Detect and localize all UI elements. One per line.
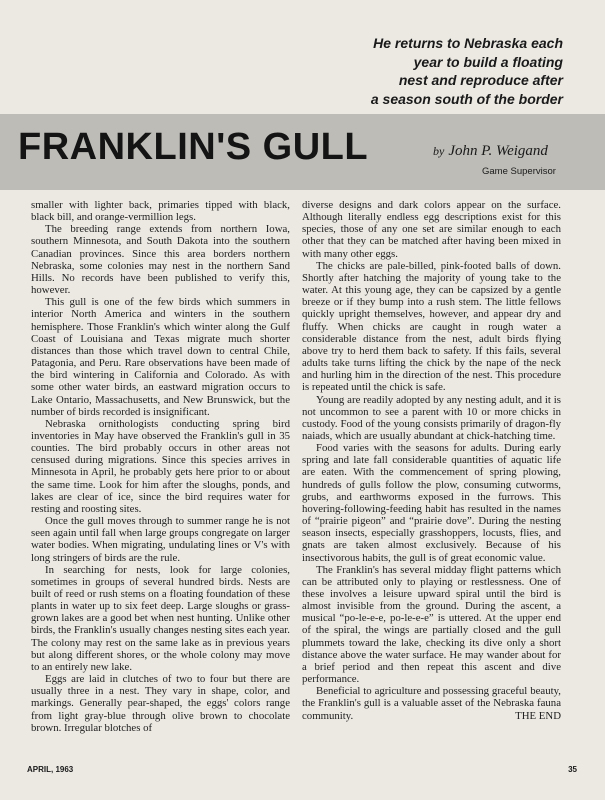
paragraph: The Franklin's has several midday flight patterns which can be attributed only to playing or restlessness. One of these involves a leisure upward spiral until the bird is almost invisible from the ground. During the ascent, a musical “po-le-e-e, po-le-e-e” is uttered. At the upper end of the spiral, the wings are partially closed and the gull plummets toward the lake, checking its dive only a short distance above the water surface. He may wander about for a brief period and then repeat this ascent and dive performance. xyxy=(302,563,561,686)
paragraph: Food varies with the seasons for adults. During early spring and late fall considerable quantities of aquatic life are eaten. With the commencement of spring plowing, hundreds of gulls follow the plow, consuming cutworms, grubs, and earthworms exposed in the furrows. This hovering-following-feeding habit has resulted in the names of “prairie pigeon” and “prairie dove”. During the nesting season insects, especially grasshoppers, locusts, flies, and gnats are taken almost exclusively. Because of his insectivorous habits, the gull is of great economic value. xyxy=(302,442,561,564)
the-end-marker: THE END xyxy=(515,709,561,722)
right-column xyxy=(302,199,561,722)
paragraph: Eggs are laid in clutches of two to four but there are usually three in a nest. They vary in shape, color, and markings. Generally pear-shaped, the eggs' colors range from light gray-blue through olive brown to chocolate brown. Irregular blotches of xyxy=(31,673,290,734)
paragraph: This gull is one of the few birds which summers in interior North America and winters in the southern hemisphere. Those Franklin's which winter along the Gulf Coast of Louisiana and Texas migrate much shorter distances than those which travel down to central Chile, Patagonia, and Peru. Rare observations have been made of the bird wintering in California and Colorado. As with some other water birds, an eastward migration occurs to Lake Ontario, Massachusetts, and New Brunswick, but the number of birds recorded is insignificant. xyxy=(31,296,290,418)
deck-line: He returns to Nebraska each xyxy=(373,35,563,51)
paragraph: Once the gull moves through to summer range he is not seen again until fall when large groups congregate on larger water bodies. When migrating, undulating lines or V's with long stringers of birds are the rule. xyxy=(31,515,290,564)
deck-line: nest and reproduce after xyxy=(398,72,563,88)
left-column xyxy=(31,199,290,734)
deck-line: a season south of the border xyxy=(370,90,563,107)
paragraph: In searching for nests, look for large colonies, sometimes in groups of several hundred birds. Nests are built of reed or rush stems on a floating foundation of these plants in water up to six feet deep. Large sloughs or grass-grown lakes are a good bet when nest hunting. Unlike other birds, the Franklin's usually changes nesting sites each year. The colony may rest on the same lake as in previous years but along different shores, or the whole colony may move to an entirely new lake. xyxy=(31,563,290,673)
byline xyxy=(433,143,548,160)
paragraph: diverse designs and dark colors appear on the surface. Although literally endless egg descriptions exist for this species, those of any one set are similar enough to each other that they can be matched after having been mixed in with many other eggs. xyxy=(302,199,561,260)
paragraph: The chicks are pale-billed, pink-footed balls of down. Shortly after hatching the majority of young take to the water. At this young age, they can be capsized by a gentle breeze or if they bump into a rush stem. The little fellows quickly upright themselves, however, and appear dry and fluffy. When chicks are caught in rough water a considerable distance from the nest, adult birds flying above try to herd them back to safety. If this fails, several adults take turns lifting the chick by the nape of the neck and hurling him in the direction of the nest. This procedure is repeated until the chick is safe. xyxy=(302,259,561,394)
author-role: Game Supervisor xyxy=(482,166,556,177)
paragraph: Nebraska ornithologists conducting spring bird inventories in May have observed the Franklin's gull in 35 counties. The bird probably occurs in other areas not censused during migrations. Since this species arrives in Minnesota in April, he probably gets here prior to or about the same time. Look for him after the sloughs, ponds, and lakes are clear of ice, since the bird requires water for resting and roosting sites. xyxy=(31,417,290,515)
paragraph: Young are readily adopted by any nesting adult, and it is not uncommon to see a parent with 10 or more chicks in custody. Food of the young consists primarily of dragon-fly naiads, which are usually abundant at chick-hatching time. xyxy=(302,393,561,442)
page-number: 35 xyxy=(568,765,577,774)
final-text: Beneficial to agriculture and possessing graceful beauty, the Franklin's gull is a valuable asset of the Nebraska fauna community. xyxy=(302,685,561,722)
byline-author: John P. Weigand xyxy=(448,143,548,159)
article-title: FRANKLIN'S GULL xyxy=(18,126,369,168)
deck-line: year to build a floating xyxy=(413,53,563,70)
paragraph-final xyxy=(302,685,561,721)
paragraph: smaller with lighter back, primaries tipped with black, black bill, and orange-vermillion legs. xyxy=(31,199,290,224)
article-deck xyxy=(263,34,563,108)
issue-date: APRIL, 1963 xyxy=(27,765,74,774)
byline-prefix: by xyxy=(433,144,445,158)
paragraph: The breeding range extends from northern Iowa, southern Minnesota, and South Dakota into the southern Canadian provinces. Since this area borders northern Nebraska, some colonies may nest in the northern Sand Hills. No records have been published to verify this, however. xyxy=(31,223,290,297)
